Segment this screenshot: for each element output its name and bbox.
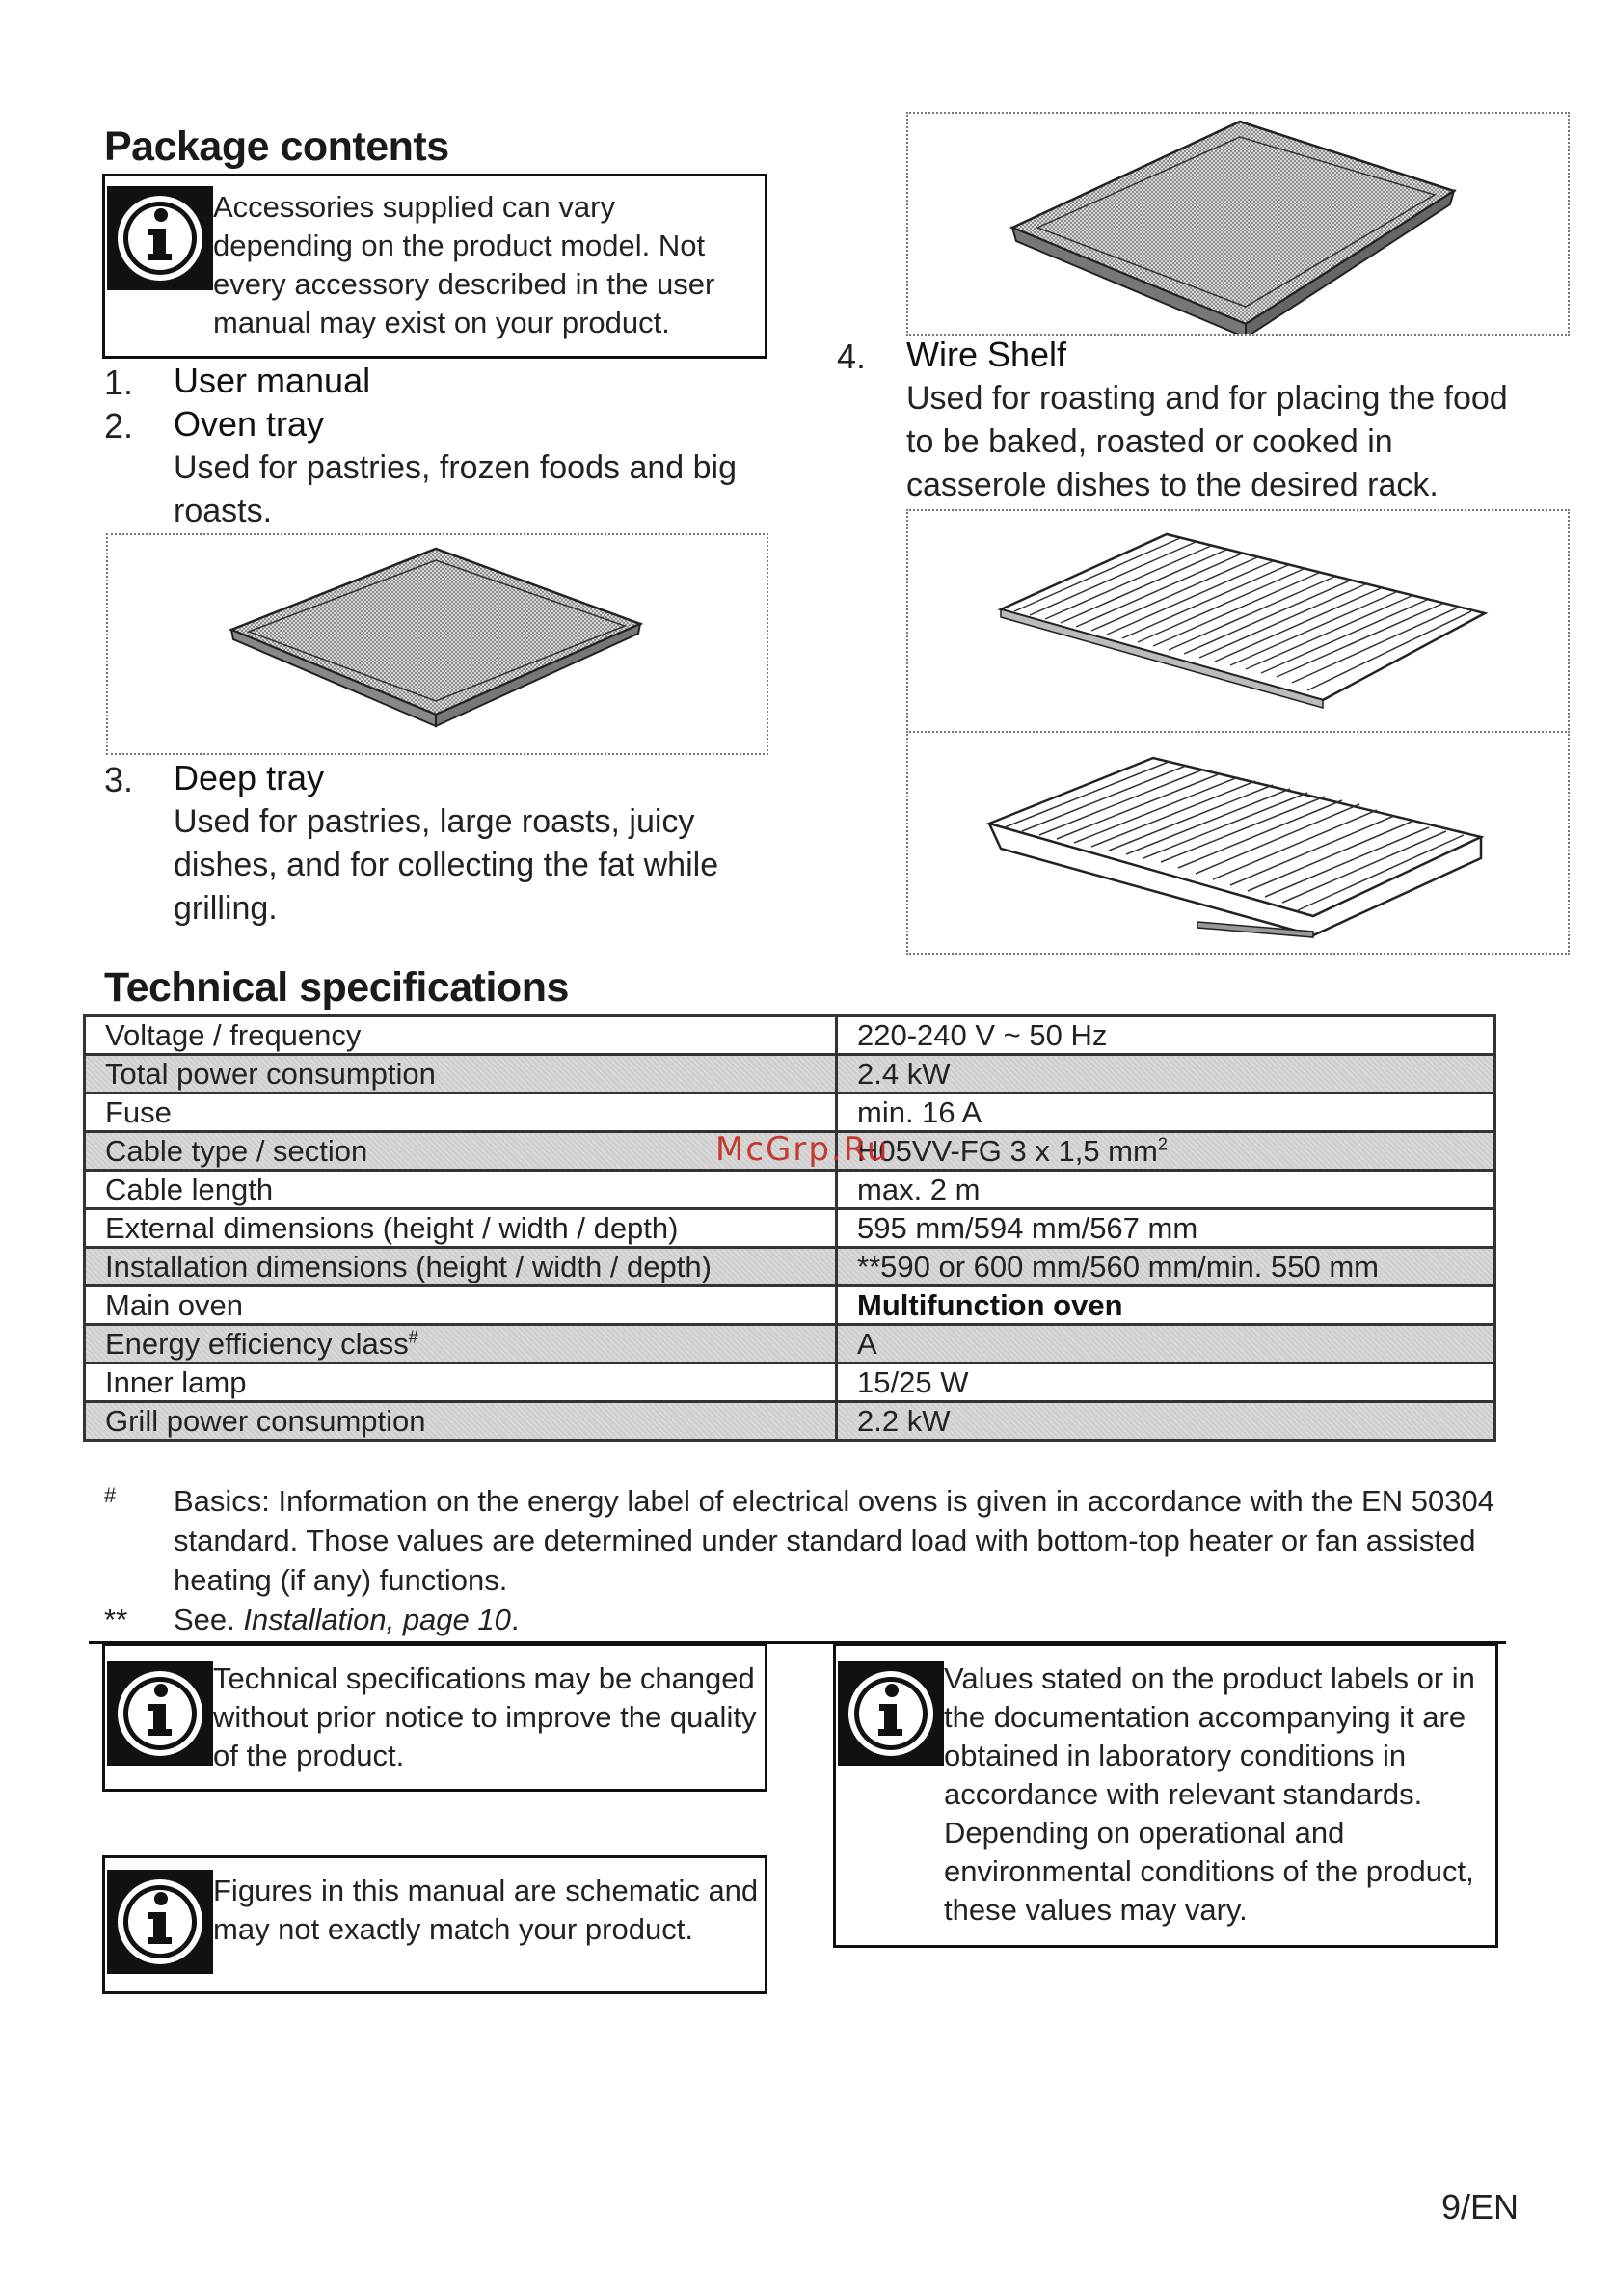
spec-label: Cable type / section <box>85 1132 837 1171</box>
figures-note <box>102 1855 767 1994</box>
spec-label: Installation dimensions (height / width / depth) <box>85 1248 837 1286</box>
footnote-tail: . <box>510 1603 520 1636</box>
table-row <box>85 1364 1495 1402</box>
footnote-text: See. <box>174 1603 244 1636</box>
spec-value: max. 2 m <box>837 1171 1495 1209</box>
table-row <box>85 1094 1495 1132</box>
item-title-wire-shelf: Wire Shelf <box>906 335 1067 374</box>
spec-label: Total power consumption <box>85 1055 837 1094</box>
spec-value: 2.2 kW <box>837 1402 1495 1441</box>
spec-label-superscript: # <box>408 1327 418 1347</box>
spec-value: Multifunction oven <box>837 1286 1495 1325</box>
oven-tray-illustration <box>106 533 768 755</box>
spec-label: External dimensions (height / width / depth) <box>85 1209 837 1248</box>
spec-value: min. 16 A <box>837 1094 1495 1132</box>
spec-change-note <box>102 1643 767 1792</box>
table-row <box>85 1171 1495 1209</box>
spec-table <box>83 1014 1496 1442</box>
spec-label: Energy efficiency class <box>105 1326 409 1361</box>
item-number: 4. <box>837 337 867 376</box>
spec-value: **590 or 600 mm/560 mm/min. 550 mm <box>837 1248 1495 1286</box>
wire-shelf-illustration-1 <box>906 509 1570 733</box>
table-row <box>85 1055 1495 1094</box>
table-row <box>85 1402 1495 1441</box>
item-title-oven-tray: Oven tray <box>174 404 325 444</box>
table-row <box>85 1209 1495 1248</box>
item-desc-oven-tray: Used for pastries, frozen foods and big roasts. <box>174 449 737 529</box>
table-row <box>85 1286 1495 1325</box>
item-title-deep-tray: Deep tray <box>174 758 325 797</box>
accessory-info-note <box>102 174 767 359</box>
spec-change-text: Technical specifications may be changed without prior notice to improve the quality of the product. <box>213 1661 757 1772</box>
spec-value: 595 mm/594 mm/567 mm <box>837 1209 1495 1248</box>
package-contents-heading: Package contents <box>104 123 449 170</box>
spec-value: 220-240 V ~ 50 Hz <box>837 1016 1495 1055</box>
spec-label-cell <box>85 1325 837 1364</box>
spec-label: Fuse <box>85 1094 837 1132</box>
accessory-info-text: Accessories supplied can vary depending on the product model. Not every accessory described in the user manual may exist on your product. <box>213 190 715 339</box>
figures-text: Figures in this manual are schematic and may not exactly match your product. <box>213 1874 759 1946</box>
spec-label: Inner lamp <box>85 1364 837 1402</box>
footnote-mark: ** <box>104 1603 128 1636</box>
item-desc-deep-tray: Used for pastries, large roasts, juicy dishes, and for collecting the fat while grilling. <box>174 803 719 927</box>
footnote-installation <box>174 1600 520 1639</box>
table-row <box>85 1325 1495 1364</box>
footnote-mark: # <box>104 1483 117 1507</box>
item-number: 1. <box>104 363 134 402</box>
spec-value: 2.4 kW <box>837 1055 1495 1094</box>
spec-label: Cable length <box>85 1171 837 1209</box>
info-icon <box>107 1661 213 1766</box>
info-icon <box>107 1870 213 1974</box>
values-note <box>833 1643 1498 1948</box>
tech-specs-heading: Technical specifications <box>104 964 569 1011</box>
item-number: 3. <box>104 760 134 799</box>
deep-tray-illustration <box>906 112 1570 336</box>
page-number: 9/EN <box>1441 2187 1520 2227</box>
spec-value: 15/25 W <box>837 1364 1495 1402</box>
item-title-user-manual: User manual <box>174 361 371 400</box>
footnote-energy: Basics: Information on the energy label of electrical ovens is given in accordance with the EN 50304 standard. Those values are determined under standard load with bottom-top heater or fan assisted heating (if any) functions. <box>174 1484 1494 1597</box>
values-text: Values stated on the product labels or in the documentation accompanying it are obtained in laboratory conditions in accordance with relevant standards. Depending on operational and environmental conditions of the product, these values may vary. <box>944 1661 1475 1927</box>
item-number: 2. <box>104 406 134 446</box>
spec-value-cell <box>837 1132 1495 1171</box>
spec-value: A <box>837 1325 1495 1364</box>
item-desc-wire-shelf: Used for roasting and for placing the food to be baked, roasted or cooked in casserole dishes to the desired rack. <box>906 380 1508 503</box>
spec-value: H05VV-FG 3 x 1,5 mm <box>857 1133 1158 1168</box>
spec-label: Grill power consumption <box>85 1402 837 1441</box>
info-icon <box>838 1661 944 1766</box>
wire-shelf-illustration-2 <box>906 731 1570 955</box>
watermark: McGrp.Ru <box>715 1130 890 1169</box>
spec-value-superscript: 2 <box>1157 1134 1168 1154</box>
info-icon <box>107 186 213 290</box>
table-row <box>85 1248 1495 1286</box>
table-row <box>85 1016 1495 1055</box>
installation-page-link[interactable]: Installation, page 10 <box>243 1603 511 1636</box>
spec-label: Voltage / frequency <box>85 1016 837 1055</box>
spec-label: Main oven <box>85 1286 837 1325</box>
